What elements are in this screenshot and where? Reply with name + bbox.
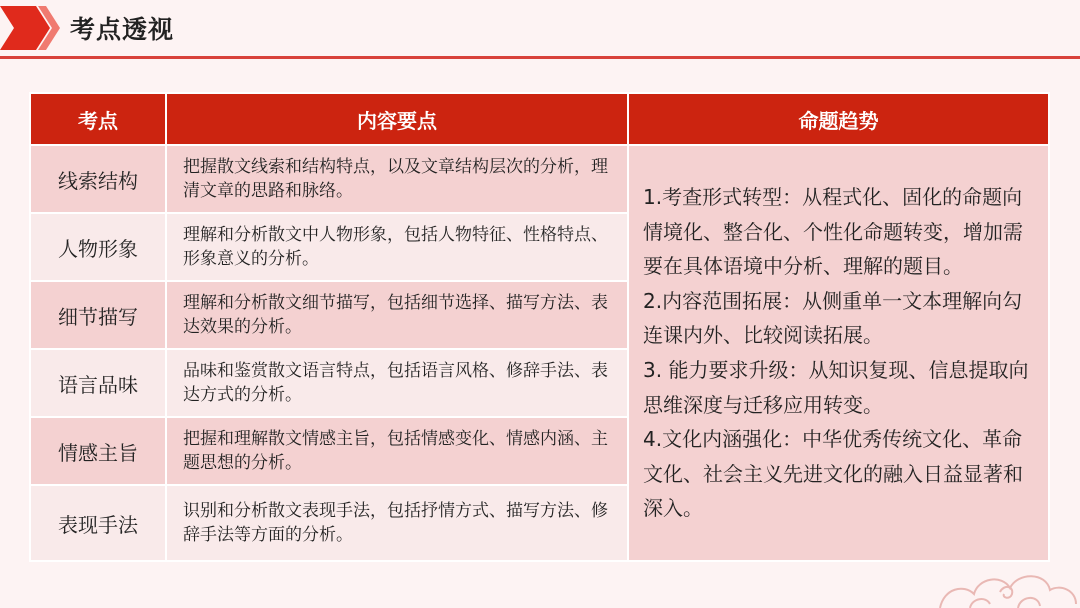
content-cell: 把握和理解散文情感主旨，包括情感变化、情感内涵、主题思想的分析。	[166, 417, 628, 485]
column-header-topic: 考点	[30, 93, 166, 145]
content-cell: 理解和分析散文中人物形象，包括人物特征、性格特点、形象意义的分析。	[166, 213, 628, 281]
chevron-arrows-icon	[0, 6, 64, 50]
table-header-row	[30, 93, 1049, 145]
content-cell: 品味和鉴赏散文语言特点，包括语言风格、修辞手法、表达方式的分析。	[166, 349, 628, 417]
trend-item: 3. 能力要求升级：从知识复现、信息提取向思维深度与迁移应用转变。	[643, 358, 1029, 417]
content-cell: 把握散文线索和结构特点，以及文章结构层次的分析，理清文章的思路和脉络。	[166, 145, 628, 213]
topic-cell: 细节描写	[30, 281, 166, 349]
trend-item: 2.内容范围拓展：从侧重单一文本理解向勾连课内外、比较阅读拓展。	[643, 288, 1023, 348]
column-header-trend: 命题趋势	[628, 93, 1049, 145]
content-cell: 识别和分析散文表现手法，包括抒情方式、描写方法、修辞手法等方面的分析。	[166, 485, 628, 561]
topic-cell: 人物形象	[30, 213, 166, 281]
cloud-ornament-icon	[930, 548, 1080, 608]
topic-cell: 语言品味	[30, 349, 166, 417]
page-title: 考点透视	[70, 15, 175, 44]
trend-item: 1.考查形式转型：从程式化、固化的命题向情境化、整合化、个性化命题转变，增加需要在具体语境中分析、理解的题目。	[643, 185, 1023, 279]
header-divider	[0, 56, 1080, 59]
content-cell: 理解和分析散文细节描写，包括细节选择、描写方法、表达效果的分析。	[166, 281, 628, 349]
topic-cell: 线索结构	[30, 145, 166, 213]
topic-cell: 情感主旨	[30, 417, 166, 485]
column-header-content: 内容要点	[166, 93, 628, 145]
topic-cell: 表现手法	[30, 485, 166, 561]
table-row	[30, 145, 1049, 213]
trend-item: 4.文化内涵强化：中华优秀传统文化、革命文化、社会主义先进文化的融入日益显著和深入。	[643, 427, 1023, 521]
slide-header	[0, 0, 1080, 62]
trend-cell	[628, 145, 1049, 561]
exam-points-table	[29, 92, 1050, 562]
